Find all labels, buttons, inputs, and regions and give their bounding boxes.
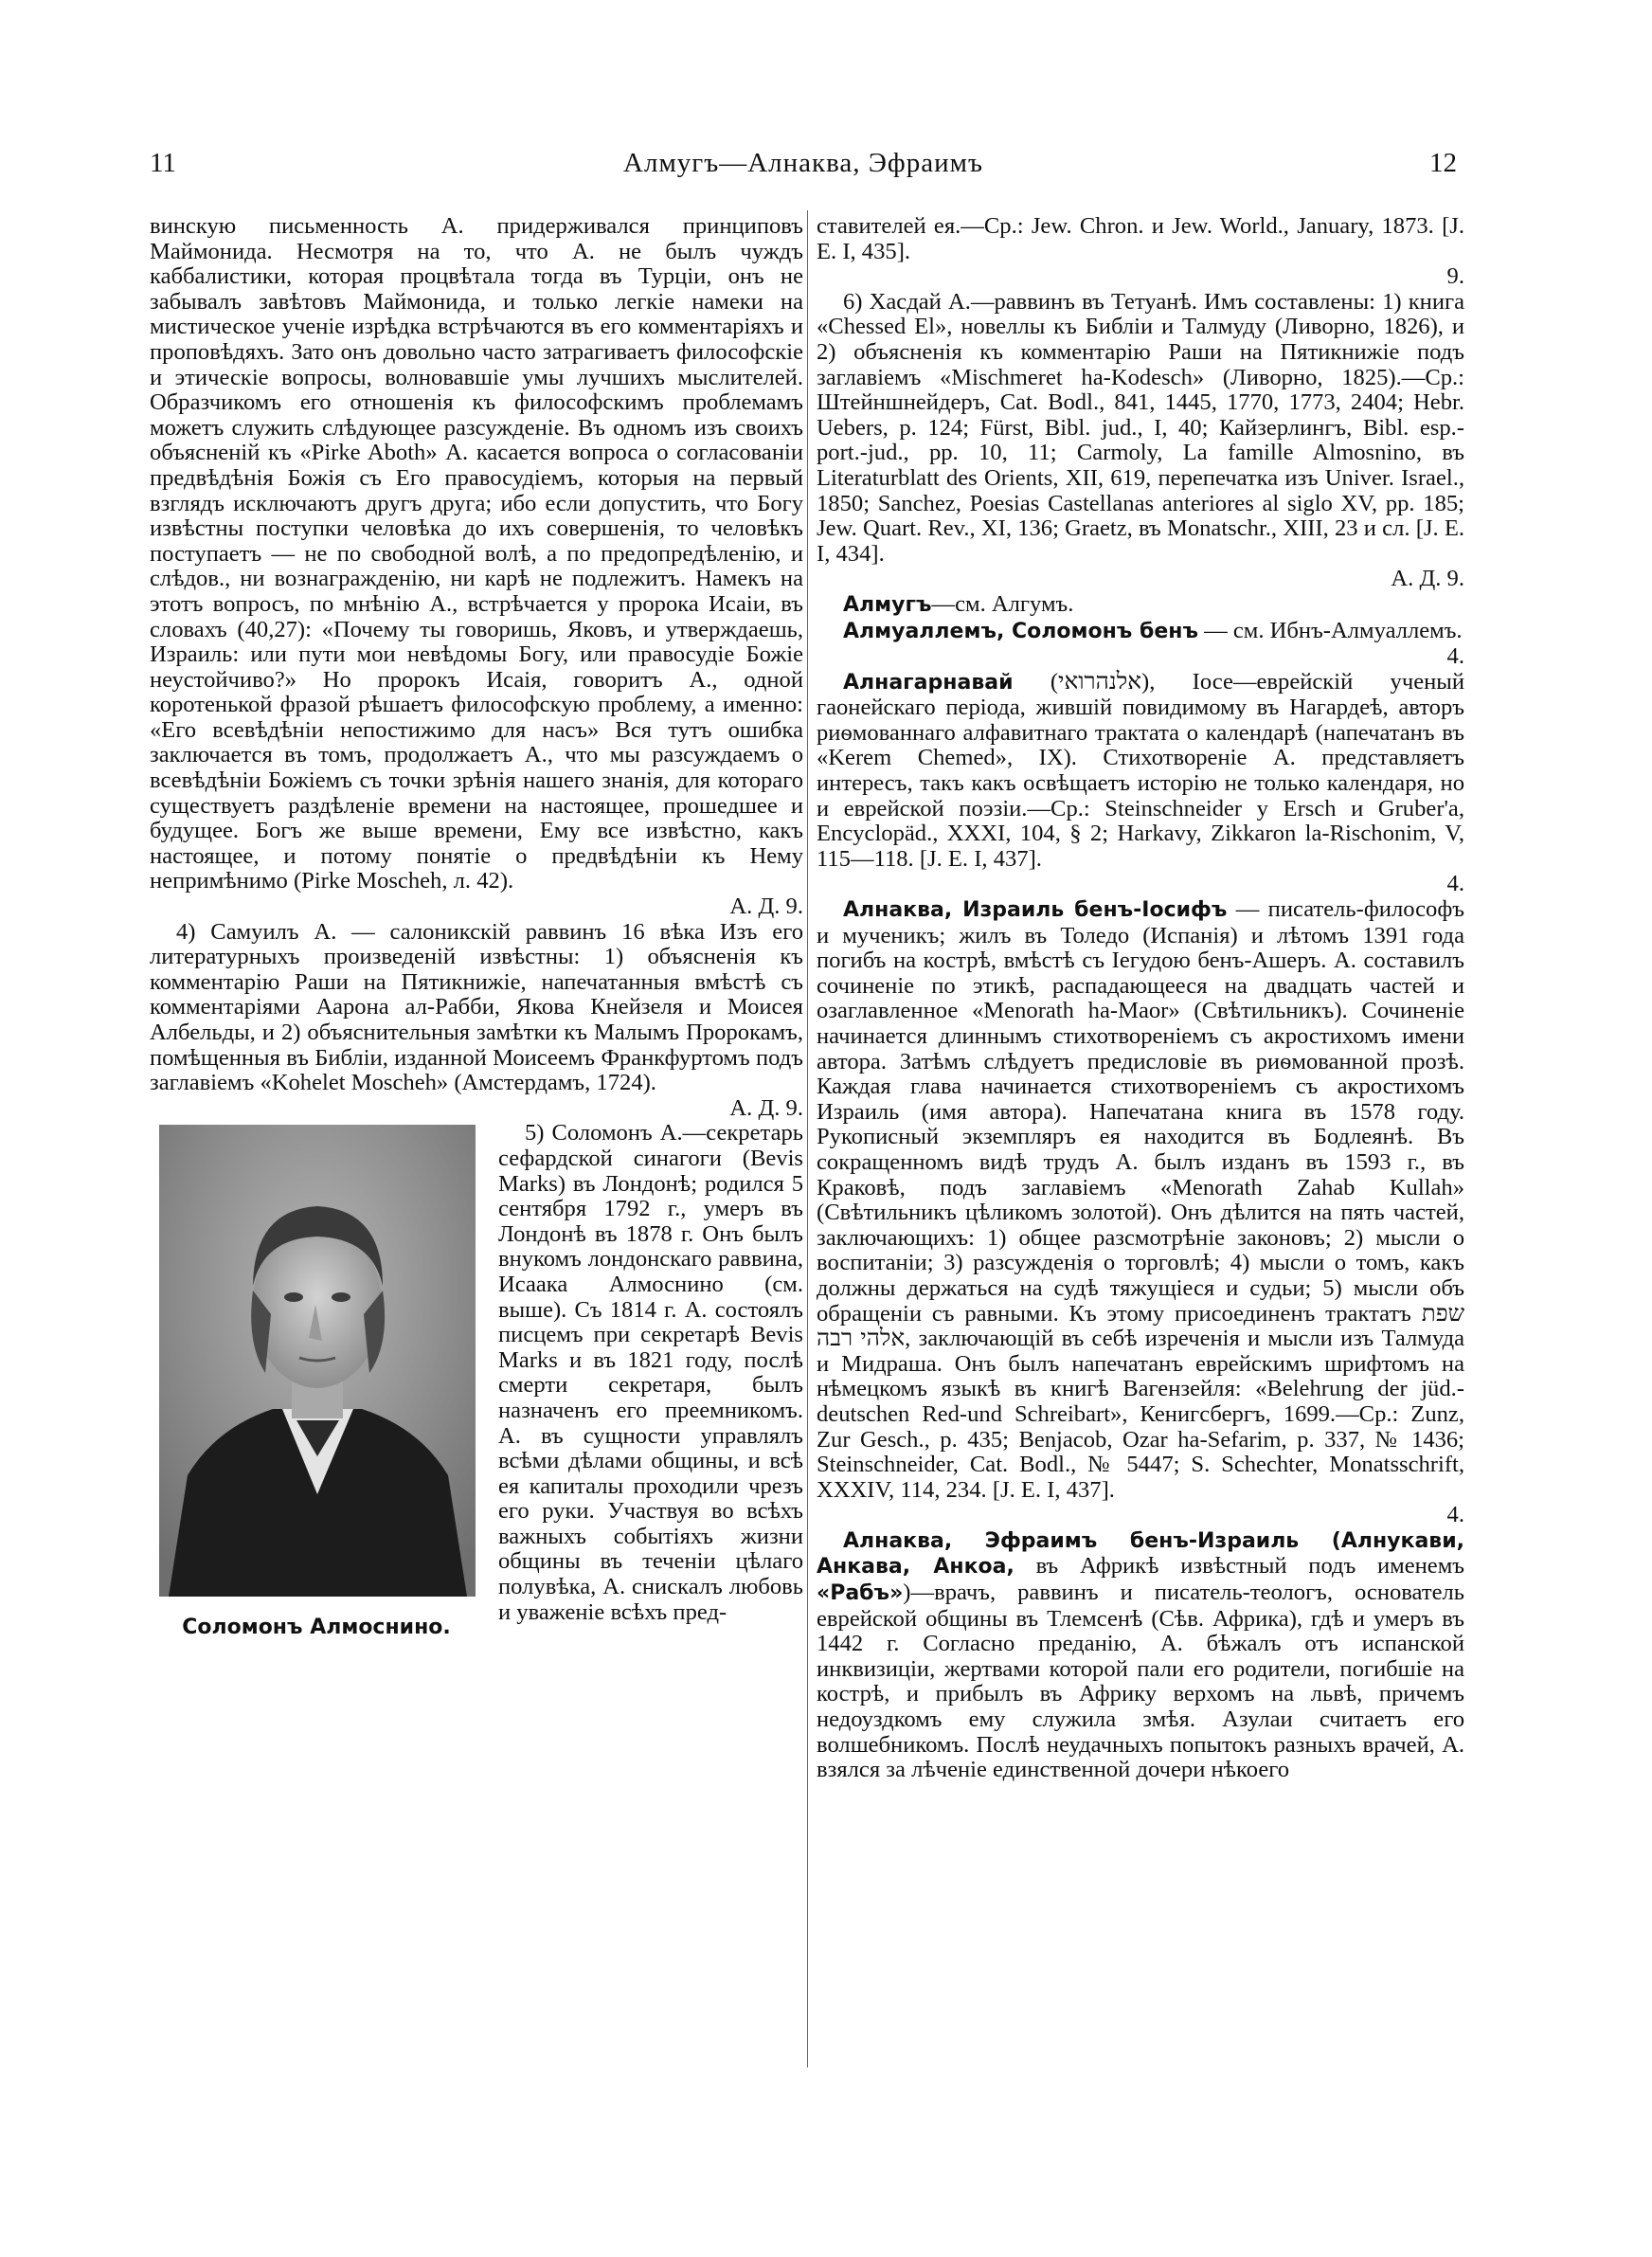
entry-alnaqua-israel: [817, 897, 1464, 1503]
solomon-continuation: ставителей ея.—Ср.: Jew. Chron. и Jew. World., January, 1873. [J. E. I, 435].: [817, 213, 1464, 264]
entry-almuallem: [817, 619, 1464, 645]
signature: 4.: [1446, 643, 1464, 670]
portrait-figure: [150, 1125, 483, 1674]
signature: 4.: [1446, 1502, 1464, 1528]
left-column: [150, 214, 803, 1678]
entry-heading: Алнагарнавай: [843, 670, 1014, 695]
page-number-left: 11: [150, 148, 176, 178]
entry-heading: Алмугъ: [843, 592, 932, 617]
column-divider: [807, 210, 808, 2067]
entry-alnaqua-ephraim: [817, 1528, 1464, 1783]
signature: А. Д. 9.: [1391, 566, 1464, 592]
right-column: [817, 214, 1464, 1783]
entry-heading: Алмуаллемъ, Соломонъ бенъ: [843, 619, 1198, 643]
portrait-photo: [159, 1125, 476, 1597]
entry-samuel: 4) Самуилъ А. — салоникскій раввинъ 16 вѣка Изъ его литературныхъ произведеній извѣстны: 1) объясненія къ комментарію Раши на Пятикнижіе, напечатанныя вмѣстѣ съ комментаріями Аарона ал-Рабби, Якова Кнейзеля и Моисея Албельды, и 2) объяснительныя замѣтки къ Малымъ Пророкамъ, помѣщенныя въ Библіи, изданной Моисеемъ Франкфуртомъ подъ заглавіемъ «Kohelet Moscheh» (Амстердамъ, 1724).: [150, 918, 803, 1096]
entry-text: — писатель-философъ и мученикъ; жилъ въ Толедо (Испанія) и лѣтомъ 1391 года погибъ на кострѣ, вмѣстѣ съ Іегудою бенъ-Ашеръ. А. составилъ сочиненіе по этикѣ, распадающееся на двадцать частей и озаглавленное «Menorath ha-Maor» (Свѣтильникъ). Сочиненіе начинается длиннымъ стихотвореніемъ съ акростихомъ имени автора. Затѣмъ слѣдуетъ предисловіе въ риѳмованной прозѣ. Каждая глава начинается стихотвореніемъ съ акростихомъ Израиль (имя автора). Напечатана книга въ 1578 году. Рукописный экземпляръ ея находится въ Бодлеянѣ. Въ сокращенномъ видѣ трудъ А. былъ изданъ въ 1593 г., въ Краковѣ, подъ заглавіемъ «Menorath Zahab Kullah» (Свѣтильникъ цѣликомъ золотой). Онъ дѣлится на пять частей, заключающихъ: 1) общее разсмотрѣніе законовъ; 2) мысли о воспитаніи; 3) разсужденія о торговлѣ; 4) мысли о томъ, какъ должны держаться на судѣ тяжущіеся и судьи; 5) мысли объ обращеніи съ равными. Къ этому присоединенъ трактатъ שפת אלהי רבה, заключающій въ себѣ изреченія и мысли изъ Талмуда и Мидраша. Онъ былъ напечатанъ еврейскимъ шрифтомъ на нѣмецкомъ языкѣ въ книгѣ Вагензейля: «Belehrung der jüd.-deutschen Red-und Schreibart», Кенигсбергъ, 1699.—Ср.: Zunz, Zur Gesch., p. 435; Benjacob, Ozar ha-Sefarim, p. 337, № 1436; Steinschneider, Cat. Bodl., № 5447; S. Schechter, Monatsschrift, XXXIV, 114, 234. [J. E. I, 437].: [817, 896, 1464, 1503]
portrait-caption: Соломонъ Алмоснино.: [182, 1616, 451, 1640]
entry-solomon: 5) Соломонъ А.—секретарь сефардской синагоги (Bevis Marks) въ Лондонѣ; родился 5 сентября 1792 г., умеръ въ Лондонѣ въ 1878 г. Онъ былъ внукомъ лондонскаго раввина, Исаака Алмоснино (см. выше). Съ 1814 г. А. состоялъ писцемъ при секретарѣ Bevis Marks и въ 1821 году, послѣ смерти секретаря, былъ назначенъ его преемникомъ. А. въ сущности управлялъ всѣми дѣлами общины, и всѣ ея капиталы проходили чрезъ его руки. Участвуя во всѣхъ важныхъ событіяхъ жизни общины въ теченіи цѣлаго полувѣка, А. снискалъ любовь и уваженіе всѣхъ пред-: [498, 1120, 803, 1625]
page-header: [150, 148, 1457, 186]
signature: А. Д. 9.: [729, 1094, 803, 1121]
entry-hasdai: 6) Хасдай А.—раввинъ въ Тетуанѣ. Имъ составлены: 1) книга «Chessed El», новеллы къ Библіи и Талмуду (Ливорно, 1826), и 2) объясненія къ комментарію Раши на Пятикнижіе подъ заглавіемъ «Mischmeret ha-Kodesch» (Ливорно, 1825).—Ср.: Штейншнейдеръ, Cat. Bodl., 841, 1445, 1770, 1773, 2404; Hebr. Uebers, p. 124; Fürst, Bibl. jud., I, 40; Кайзерлингъ, Bibl. esp.-port.-jud., pp. 10, 11; Carmoly, La famille Almosnino, въ Literaturblatt des Orients, XII, 619, перепечатка изъ Univer. Israel., 1850; Sanchez, Poesias Castellanas anteriores al siglo XV, pp. 185; Jew. Quart. Rev., XI, 136; Graetz, въ Monatschr., XIII, 23 и сл. [J. E. I, 434].: [817, 288, 1464, 567]
signature: 9.: [1446, 263, 1464, 290]
signature: А. Д. 9.: [729, 894, 803, 920]
almosnino-continuation: винскую письменность А. придерживался принциповъ Маймонида. Несмотря на то, что А. не былъ чуждъ каббалистики, которая процвѣтала тогда въ Турціи, онъ не забывалъ завѣтовъ Маймонида, и только легкіе намеки на мистическое ученіе изрѣдка встрѣчаются въ его комментаріяхъ и проповѣдяхъ. Зато онъ довольно часто затрагиваетъ философскіе и этическіе вопросы, волновавшіе умы лучшихъ мыслителей. Образчикомъ его отношенія къ философскимъ проблемамъ можетъ служить слѣдующее разсужденіе. Въ одномъ изъ своихъ объясненій къ «Pirke Aboth» А. касается вопроса о согласованіи предвѣдѣнія Божія съ Его правосудіемъ, которыя на первый взглядъ исключаютъ другъ друга; ибо если допустить, что Богу извѣстны поступки человѣка до ихъ совершенія, то человѣкъ поступаетъ — не по свободной волѣ, а по предопредѣленію, и слѣдов., ни вознагражденію, ни карѣ не подлежитъ. Намекъ на этотъ вопросъ, по мнѣнію А., встрѣчается у пророка Исаіи, въ словахъ (40,27): «Почему ты говоришь, Яковъ, и утверждаешь, Израиль: или пути мои невѣдомы Богу, или правосудіе Божіе неустойчиво?» Но пророкъ Исаія, говоритъ А., одной коротенькой фразой рѣшаетъ философскую проблему, а именно: «Его всевѣдѣніи непостижимо для насъ» Вся тутъ ошибка заключается въ томъ, продолжаетъ А., что мы разсуждаемъ о всевѣдѣніи Божіемъ съ точки зрѣнія нашего знанія, для котораго существуетъ раздѣленіе времени на настоящее, прошедшее и будущее. Богъ же выше времени, Ему все извѣстно, какъ настоящее, и потому понятіе о предвѣдѣніи къ Нему непримѣнимо (Pirke Moscheh, л. 42).: [150, 213, 803, 894]
entry-text: (אלנהרואי), Іосе—еврейскій ученый гаонейскаго періода, жившій повидимому въ Нагардеѣ, авторъ риѳмованнаго алфавитнаго трактата о календарѣ (напечатанъ въ «Kerem Chemed», IX). Стихотвореніе А. представляетъ интересъ, такъ какъ освѣщаетъ исторію не только календаря, но и еврейской поэзіи.—Ср.: Steinschneider у Ersch и Gruber'a, Encyclopäd., XXXI, 104, § 2; Harkavy, Zikkaron la-Rischonim, V, 115—118. [J. E. I, 437].: [817, 668, 1464, 872]
entry-almug: [817, 592, 1464, 619]
entry-text: — см. Ибнъ-Алмуаллемъ.: [1197, 617, 1463, 643]
page-number-right: 12: [1429, 148, 1457, 178]
entry-alnagarnavai: [817, 670, 1464, 873]
entry-heading: Алнаква, Израиль бенъ-Іосифъ: [843, 898, 1228, 923]
entry-text: —см. Алгумъ.: [931, 590, 1074, 617]
entry-heading: Алнаква, Эфраимъ бенъ-Израиль (Алнукави, Анкава, Анкоа,: [817, 1528, 1464, 1580]
entry-heading-alias: «Рабъ»: [817, 1581, 904, 1606]
signature: 4.: [1446, 871, 1464, 897]
entry-text: въ Африкѣ извѣстный подъ именемъ: [1014, 1553, 1465, 1580]
portrait-image: [159, 1125, 476, 1597]
entry-text: )—врачъ, раввинъ и писатель-теологъ, основатель еврейской общины въ Тлемсенѣ (Сѣв. Африка), гдѣ и умеръ въ 1442 г. Согласно преданію, А. бѣжалъ отъ испанской инквизиціи, жертвами которой пали его родители, погибшіе на кострѣ, и прибылъ въ Африку верхомъ на львѣ, причемъ недоуздкомъ ему служила змѣя. Азулаи считаетъ его волшебникомъ. Послѣ неудачныхъ попытокъ разныхъ врачей, А. взялся за лѣченіе единственной дочери нѣкоего: [817, 1580, 1464, 1783]
running-title: Алмугъ—Алнаква, Эфраимъ: [623, 148, 983, 178]
